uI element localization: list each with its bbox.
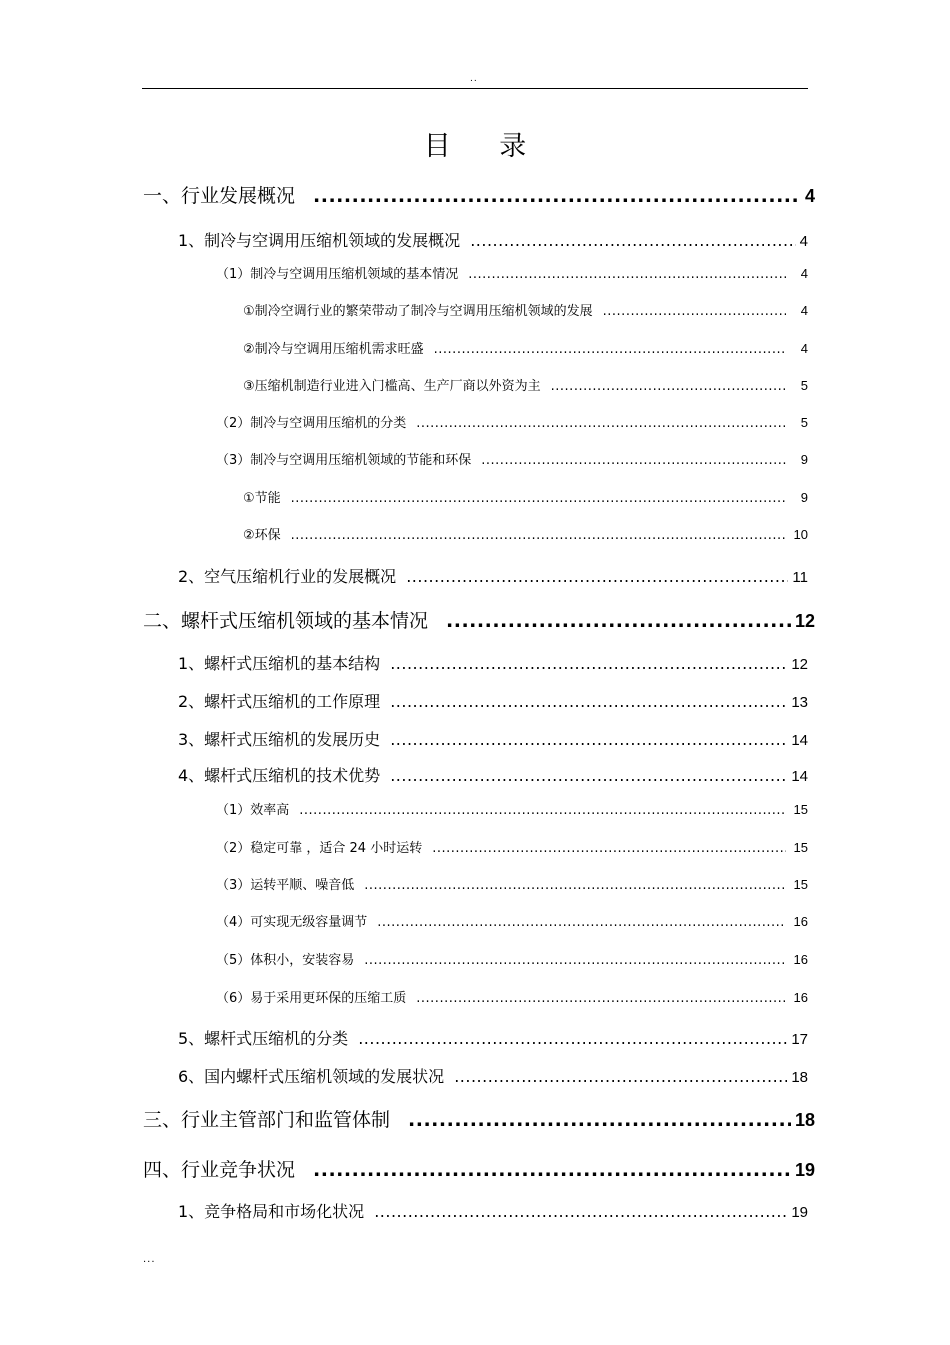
toc-entry[interactable] bbox=[178, 1199, 808, 1222]
toc-entry[interactable] bbox=[143, 181, 815, 208]
toc-entry[interactable] bbox=[178, 689, 808, 712]
toc-entry-label: ③压缩机制造行业进入门槛高、生产厂商以外资为主 bbox=[243, 379, 541, 394]
toc-entry[interactable] bbox=[216, 412, 808, 431]
toc-dot-leader bbox=[408, 1109, 791, 1131]
toc-dot-leader bbox=[406, 567, 788, 586]
toc-entry-page: 17 bbox=[791, 1031, 808, 1048]
toc-entry-page: 18 bbox=[791, 1069, 808, 1086]
toc-dot-leader bbox=[390, 654, 787, 673]
toc-entry-label: 二、螺杆式压缩机领域的基本情况 bbox=[143, 610, 429, 632]
toc-entry-page: 19 bbox=[791, 1204, 808, 1221]
toc-entry-page: 16 bbox=[793, 952, 808, 967]
page-title: 目 录 bbox=[423, 131, 547, 162]
toc-entry[interactable] bbox=[243, 487, 808, 506]
toc-dot-leader bbox=[364, 953, 786, 968]
toc-entry-page: 12 bbox=[791, 656, 808, 673]
toc-dot-leader bbox=[390, 692, 787, 711]
toc-entry-page: 13 bbox=[791, 694, 808, 711]
toc-entry-page: 18 bbox=[794, 1110, 815, 1130]
toc-entry-label: 3、螺杆式压缩机的发展历史 bbox=[178, 730, 381, 749]
toc-entry-page: 14 bbox=[791, 732, 808, 749]
toc-dot-leader bbox=[432, 841, 786, 856]
toc-entry-label: 6、国内螺杆式压缩机领域的发展状况 bbox=[178, 1067, 445, 1086]
toc-entry[interactable] bbox=[178, 763, 808, 786]
toc-dot-leader bbox=[358, 1029, 787, 1048]
toc-entry-label: 1、竞争格局和市场化状况 bbox=[178, 1202, 365, 1221]
toc-entry[interactable] bbox=[216, 799, 808, 818]
toc-dot-leader bbox=[468, 267, 786, 282]
toc-entry-label: 一、行业发展概况 bbox=[143, 185, 296, 207]
toc-dot-leader bbox=[470, 231, 795, 250]
toc-entry[interactable] bbox=[216, 949, 808, 968]
toc-dot-leader bbox=[377, 915, 786, 930]
toc-entry-label: ②环保 bbox=[243, 528, 281, 543]
toc-entry[interactable] bbox=[143, 1155, 815, 1182]
toc-entry[interactable] bbox=[216, 449, 808, 468]
toc-dot-leader bbox=[603, 304, 786, 319]
toc-entry-page: 12 bbox=[794, 611, 815, 631]
toc-dot-leader bbox=[551, 379, 786, 394]
toc-entry[interactable] bbox=[178, 651, 808, 674]
toc-entry-label: 2、螺杆式压缩机的工作原理 bbox=[178, 692, 381, 711]
toc-entry-label: ①节能 bbox=[243, 491, 281, 506]
toc-entry-label: （1）效率高 bbox=[216, 803, 290, 818]
toc-dot-leader bbox=[416, 991, 786, 1006]
toc-entry-label: （2）制冷与空调用压缩机的分类 bbox=[216, 416, 407, 431]
toc-entry-page: 16 bbox=[793, 914, 808, 929]
toc-entry[interactable] bbox=[178, 564, 808, 587]
toc-dot-leader bbox=[481, 453, 786, 468]
toc-entry-label: （2）稳定可靠 ，适合 24 小时运转 bbox=[216, 841, 423, 856]
toc-entry-label: （6）易于采用更环保的压缩工质 bbox=[216, 991, 407, 1006]
toc-entry-page: 4 bbox=[804, 186, 815, 206]
toc-entry[interactable] bbox=[143, 606, 815, 633]
toc-entry-label: 4、螺杆式压缩机的技术优势 bbox=[178, 766, 381, 785]
toc-entry-label: （3）制冷与空调用压缩机领域的节能和环保 bbox=[216, 453, 472, 468]
toc-dot-leader bbox=[374, 1202, 787, 1221]
toc-entry-page: 4 bbox=[800, 266, 808, 281]
toc-entry-label: 四、行业竞争状况 bbox=[143, 1159, 296, 1181]
toc-dot-leader bbox=[364, 878, 786, 893]
toc-dot-leader bbox=[291, 528, 786, 543]
toc-entry[interactable] bbox=[178, 228, 808, 251]
toc-entry-label: （3）运转平顺、噪音低 bbox=[216, 878, 355, 893]
toc-entry-label: 1、螺杆式压缩机的基本结构 bbox=[178, 654, 381, 673]
toc-dot-leader bbox=[454, 1067, 787, 1086]
toc-entry-page: 14 bbox=[791, 768, 808, 785]
toc-entry-page: 5 bbox=[800, 378, 808, 393]
toc-entry[interactable] bbox=[178, 1026, 808, 1049]
toc-entry-label: （1）制冷与空调用压缩机领域的基本情况 bbox=[216, 267, 459, 282]
toc-dot-leader bbox=[446, 610, 791, 632]
toc-entry-page: 10 bbox=[793, 527, 808, 542]
toc-dot-leader bbox=[390, 730, 787, 749]
toc-dot-leader bbox=[313, 185, 801, 207]
toc-entry[interactable] bbox=[243, 375, 808, 394]
toc-entry[interactable] bbox=[243, 524, 808, 543]
toc-entry-page: 15 bbox=[793, 802, 808, 817]
toc-entry[interactable] bbox=[243, 338, 808, 357]
header-rule bbox=[142, 88, 808, 89]
toc-dot-leader bbox=[390, 766, 787, 785]
toc-entry-label: （5）体积小，安装容易 bbox=[216, 953, 355, 968]
toc-entry[interactable] bbox=[216, 874, 808, 893]
toc-entry-page: 9 bbox=[800, 490, 808, 505]
toc-entry[interactable] bbox=[216, 911, 808, 930]
toc-dot-leader bbox=[416, 416, 786, 431]
toc-dot-leader bbox=[299, 803, 786, 818]
toc-dot-leader bbox=[313, 1159, 791, 1181]
toc-entry-page: 9 bbox=[800, 452, 808, 467]
toc-entry[interactable] bbox=[243, 300, 808, 319]
toc-entry-page: 19 bbox=[794, 1160, 815, 1180]
toc-entry-label: ①制冷空调行业的繁荣带动了制冷与空调用压缩机领域的发展 bbox=[243, 304, 593, 319]
toc-entry[interactable] bbox=[178, 1064, 808, 1087]
toc-entry-page: 4 bbox=[800, 303, 808, 318]
toc-entry-label: （4）可实现无级容量调节 bbox=[216, 915, 368, 930]
toc-entry[interactable] bbox=[178, 727, 808, 750]
toc-dot-leader bbox=[291, 491, 786, 506]
toc-entry[interactable] bbox=[216, 263, 808, 282]
toc-entry-label: 1、制冷与空调用压缩机领域的发展概况 bbox=[178, 231, 461, 250]
toc-dot-leader bbox=[434, 342, 786, 357]
toc-entry-page: 11 bbox=[792, 569, 808, 586]
toc-entry[interactable] bbox=[143, 1105, 815, 1132]
toc-entry[interactable] bbox=[216, 837, 808, 856]
footer-mark: ... bbox=[143, 1254, 156, 1265]
toc-entry-page: 16 bbox=[793, 990, 808, 1005]
toc-entry-page: 15 bbox=[793, 877, 808, 892]
toc-entry-label: 2、空气压缩机行业的发展概况 bbox=[178, 567, 397, 586]
toc-entry-page: 4 bbox=[800, 341, 808, 356]
toc-entry-label: 三、行业主管部门和监管体制 bbox=[143, 1109, 391, 1131]
header-mark: .. bbox=[470, 74, 478, 84]
toc-entry-page: 5 bbox=[800, 415, 808, 430]
toc-entry-label: 5、螺杆式压缩机的分类 bbox=[178, 1029, 349, 1048]
toc-entry-page: 4 bbox=[799, 233, 808, 250]
toc-entry-label: ②制冷与空调用压缩机需求旺盛 bbox=[243, 342, 424, 357]
toc-entry[interactable] bbox=[216, 987, 808, 1006]
toc-entry-page: 15 bbox=[793, 840, 808, 855]
